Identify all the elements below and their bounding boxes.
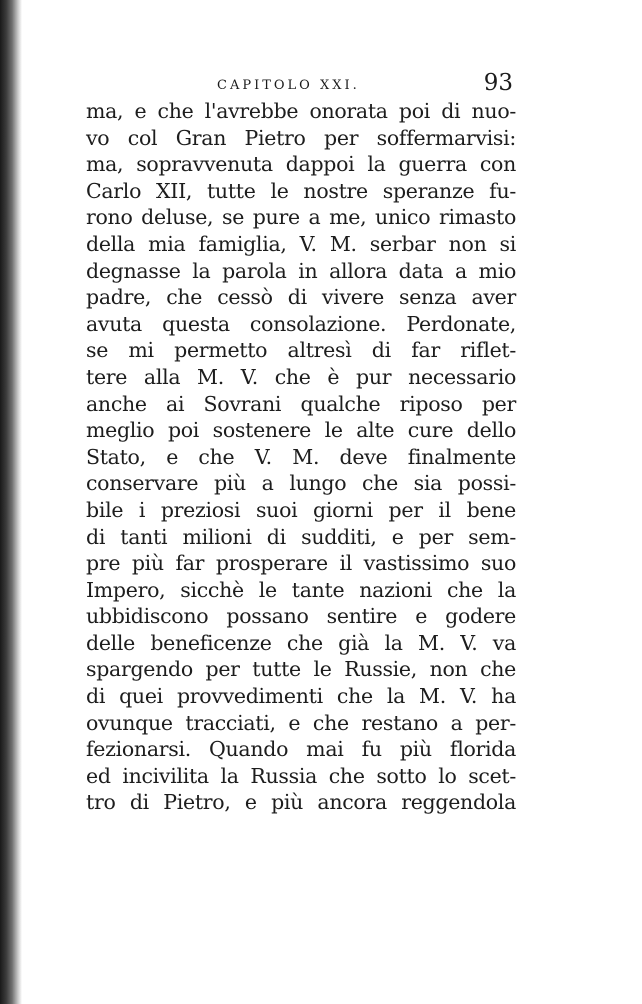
page-number: 93 (483, 70, 513, 96)
text-line: fezionarsi. Quando mai fu più florida (86, 737, 516, 762)
text-line: rono deluse, se pure a me, unico rimasto (86, 205, 516, 230)
text-line: conservare più a lungo che sia possi- (86, 471, 516, 496)
text-line: ubbidiscono possano sentire e godere (86, 604, 516, 629)
text-line: Stato, e che V. M. deve finalmente (86, 444, 516, 469)
text-line: Carlo XII, tutte le nostre speranze fu- (86, 178, 516, 203)
text-line: Impero, sicchè le tante nazioni che la (86, 577, 516, 602)
text-line: spargendo per tutte le Russie, non che (86, 657, 516, 682)
text-line: tere alla M. V. che è pur necessario (86, 364, 516, 389)
body-text (86, 98, 516, 816)
text-line: degnasse la parola in allora data a mio (86, 258, 516, 283)
text-line: se mi permetto altresì di far riflet- (86, 338, 516, 363)
text-line: tro di Pietro, e più ancora reggendola (86, 790, 516, 815)
text-line: padre, che cessò di vivere senza aver (86, 285, 516, 310)
text-line: avuta questa consolazione. Perdonate, (86, 311, 516, 336)
text-line: ovunque tracciati, e che restano a per- (86, 710, 516, 735)
text-line: ma, sopravvenuta dappoi la guerra con (86, 152, 516, 177)
book-spine-shadow (0, 0, 22, 1004)
text-line: vo col Gran Pietro per soffermarvisi: (86, 125, 516, 150)
text-line: di quei provvedimenti che la M. V. ha (86, 684, 516, 709)
text-line: pre più far prosperare il vastissimo suo (86, 551, 516, 576)
text-line: delle beneficenze che già la M. V. va (86, 630, 516, 655)
text-line: bile i preziosi suoi giorni per il bene (86, 497, 516, 522)
running-title: CAPITOLO XXI. (217, 78, 360, 93)
text-line: anche ai Sovrani qualche riposo per (86, 391, 516, 416)
text-line: della mia famiglia, V. M. serbar non si (86, 231, 516, 256)
text-line: di tanti milioni di sudditi, e per sem- (86, 524, 516, 549)
text-line: ma, e che l'avrebbe onorata poi di nuo- (86, 99, 516, 123)
text-line: ed incivilita la Russia che sotto lo scet- (86, 763, 516, 788)
text-line: meglio poi sostenere le alte cure dello (86, 418, 516, 443)
